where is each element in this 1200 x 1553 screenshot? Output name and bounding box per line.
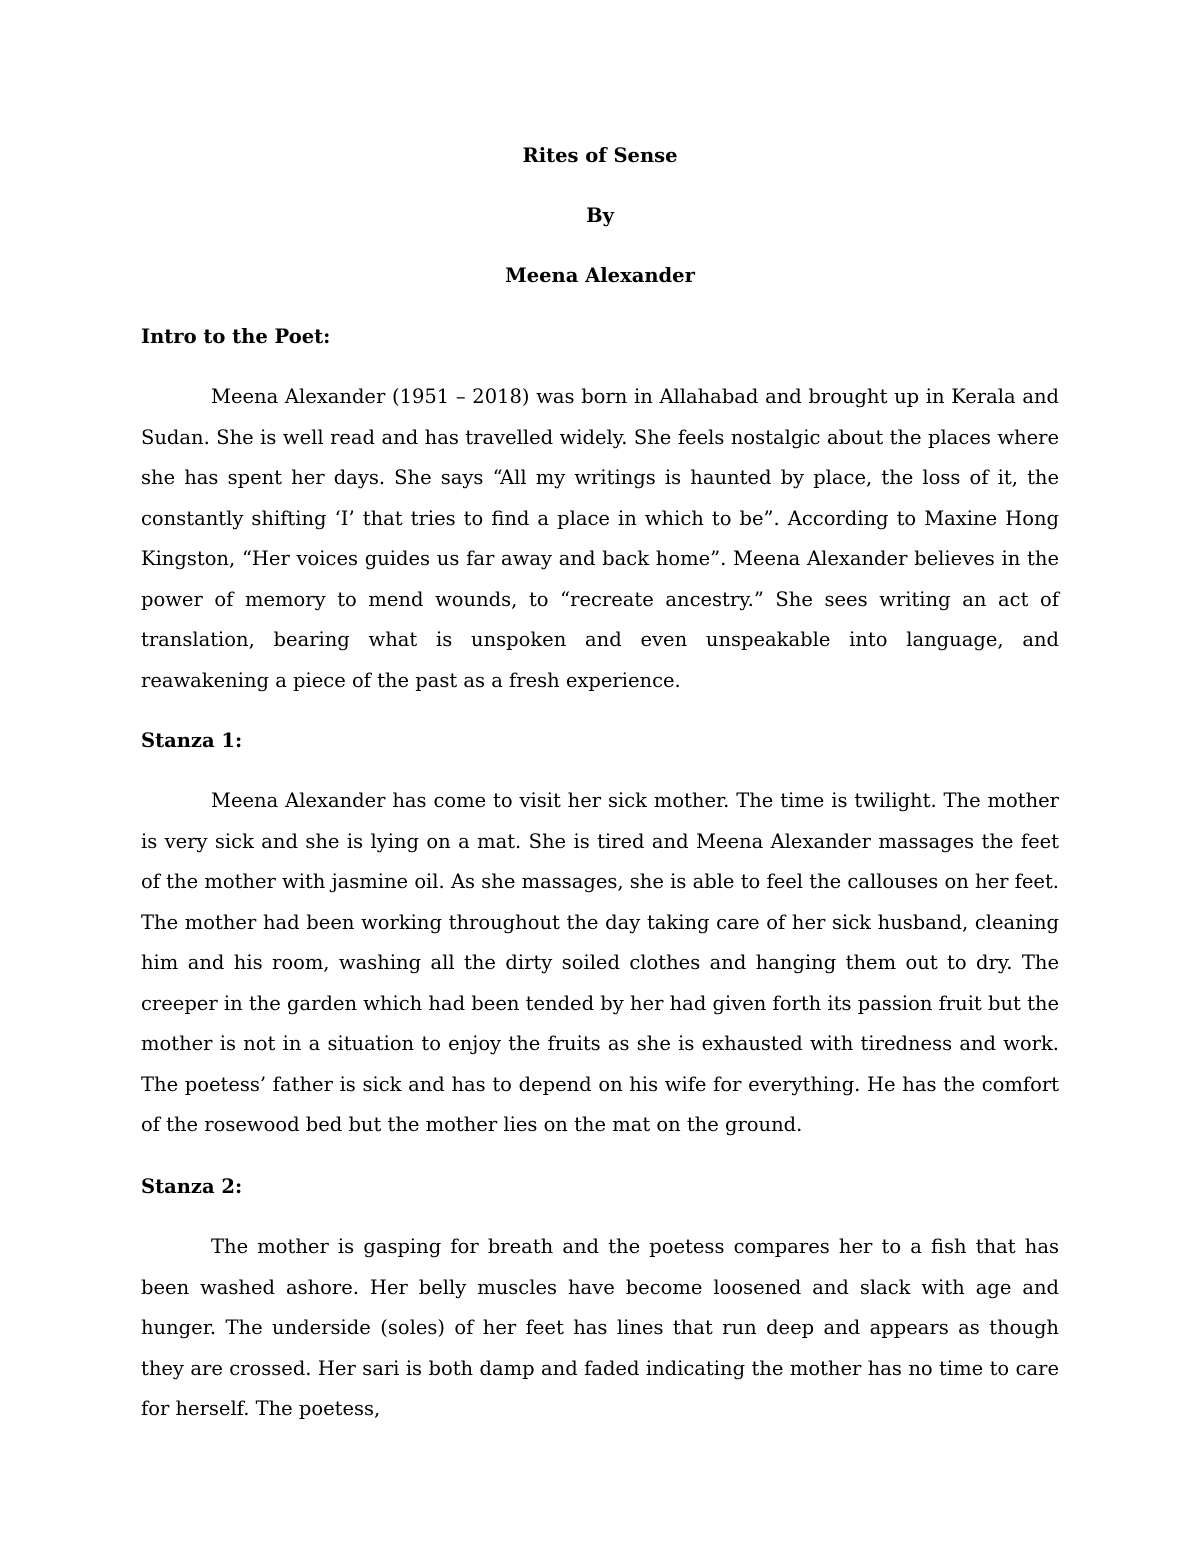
section-heading-stanza-2: Stanza 2: xyxy=(141,1175,243,1198)
section-heading-intro: Intro to the Poet: xyxy=(141,325,331,348)
section-paragraph-intro: Meena Alexander (1951 – 2018) was born in Allahabad and brought up in Kerala and Sudan. She is well read and has travelled widely. She feels nostalgic about the places where she has spent her days. She says “All my writings is haunted by place, the loss of it, the constantly shifting ‘I’ that tries to find a place in which to be”. According to Maxine Hong Kingston, “Her voices guides us far away and back home”. Meena Alexander believes in the power of memory to mend wounds, to “recreate ancestry.” She sees writing an act of translation, bearing what is unspoken and even unspeakable into language, and reawakening a piece of the past as a fresh experience. xyxy=(141,385,1059,692)
document-by-line: By xyxy=(586,204,614,227)
section-heading-stanza-1: Stanza 1: xyxy=(141,729,243,752)
section-paragraph-stanza-1: Meena Alexander has come to visit her sick mother. The time is twilight. The mother is very sick and she is lying on a mat. She is tired and Meena Alexander massages the feet of the mother with jasmine oil. As she massages, she is able to feel the callouses on her feet. The mother had been working throughout the day taking care of her sick husband, cleaning him and his room, washing all the dirty soiled clothes and hanging them out to dry. The creeper in the garden which had been tended by her had given forth its passion fruit but the mother is not in a situation to enjoy the fruits as she is exhausted with tiredness and work. The poetess’ father is sick and has to depend on his wife for everything. He has the comfort of the rosewood bed but the mother lies on the mat on the ground. xyxy=(141,789,1059,1136)
document-author: Meena Alexander xyxy=(505,264,695,287)
section-paragraph-stanza-2: The mother is gasping for breath and the poetess compares her to a fish that has been washed ashore. Her belly muscles have become loosened and slack with age and hunger. The underside (soles) of her feet has lines that run deep and appears as though they are crossed. Her sari is both damp and faded indicating the mother has no time to care for herself. The poetess, xyxy=(141,1235,1059,1420)
document-title: Rites of Sense xyxy=(522,144,678,167)
